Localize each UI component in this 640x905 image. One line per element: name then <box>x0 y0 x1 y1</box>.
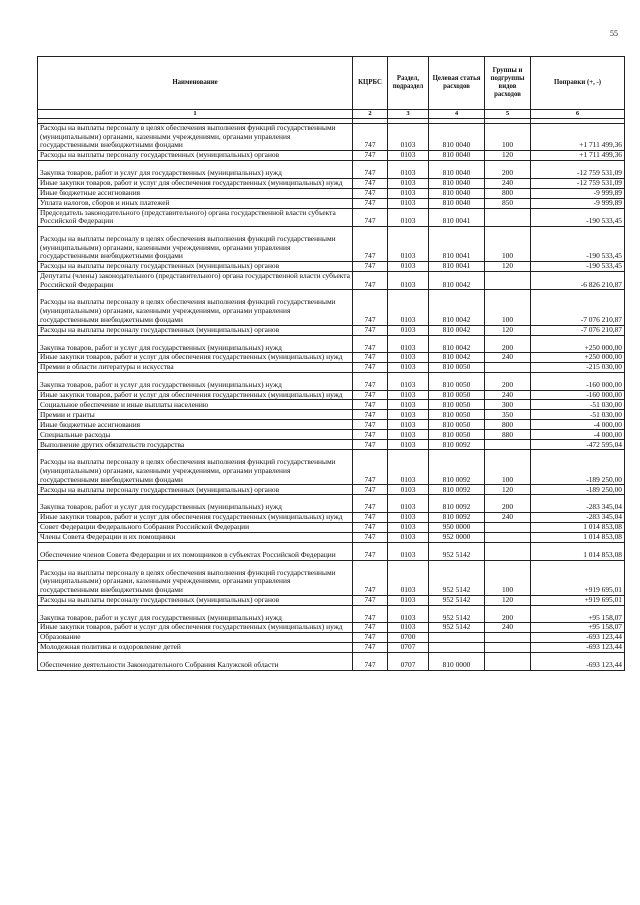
table-row <box>38 325 625 335</box>
row-name: Расходы на выплаты персоналу в целях обеспечения выполнения функций государственными (муниципальными) органами, казенными учреждениями, органами управления государственными внебюджетными фондами <box>38 450 353 485</box>
row-expense-group: 120 <box>485 595 531 605</box>
table-row <box>38 124 625 151</box>
row-target-article: 810 0050 <box>429 410 485 420</box>
page-number: 55 <box>610 29 618 38</box>
row-target-article: 810 0042 <box>429 290 485 325</box>
row-name: Расходы на выплаты персоналу в целях обеспечения выполнения функций государственными (муниципальными) органами, казенными учреждениями, органами управления государственными внебюджетными фондами <box>38 560 353 595</box>
row-name: Расходы на выплаты персоналу государственных (муниципальных) органов <box>38 151 353 161</box>
row-kcrbs: 747 <box>353 560 388 595</box>
row-expense-group <box>485 633 531 643</box>
row-amount: -189 250,00 <box>531 485 625 495</box>
row-razdel: 0103 <box>388 124 429 151</box>
row-kcrbs: 747 <box>353 605 388 623</box>
row-kcrbs: 747 <box>353 633 388 643</box>
row-name: Иные закупки товаров, работ и услуг для обеспечения государственных (муниципальных) нужд <box>38 390 353 400</box>
row-name: Иные бюджетные ассигнования <box>38 188 353 198</box>
row-razdel: 0103 <box>388 151 429 161</box>
budget-table <box>37 56 625 671</box>
row-razdel: 0103 <box>388 450 429 485</box>
row-razdel: 0103 <box>388 440 429 450</box>
column-number: 2 <box>353 110 388 119</box>
row-target-article: 810 0040 <box>429 161 485 179</box>
row-name: Обеспечение деятельности Законодательного Собрания Калужской области <box>38 653 353 671</box>
row-name: Премии в области литературы и искусства <box>38 362 353 372</box>
row-kcrbs: 747 <box>353 325 388 335</box>
row-razdel: 0103 <box>388 272 429 290</box>
row-target-article <box>429 643 485 653</box>
row-amount: -189 250,00 <box>531 450 625 485</box>
row-target-article: 810 0040 <box>429 178 485 188</box>
table-row <box>38 495 625 513</box>
header-amount: Поправки (+, -) <box>531 57 625 110</box>
row-kcrbs: 747 <box>353 124 388 151</box>
row-amount: -9 999,89 <box>531 198 625 208</box>
header-vr: Группы и подгруппы видов расходов <box>485 57 531 110</box>
table-row <box>38 440 625 450</box>
row-target-article: 810 0050 <box>429 400 485 410</box>
row-name: Закупка товаров, работ и услуг для государственных (муниципальных) нужд <box>38 335 353 353</box>
row-kcrbs: 747 <box>353 372 388 390</box>
row-amount: +95 158,07 <box>531 623 625 633</box>
column-number-row <box>38 110 625 119</box>
row-expense-group: 100 <box>485 226 531 261</box>
row-razdel: 0103 <box>388 513 429 523</box>
row-razdel: 0103 <box>388 325 429 335</box>
table-row <box>38 272 625 290</box>
table-row <box>38 450 625 485</box>
row-razdel: 0103 <box>388 532 429 542</box>
row-name: Закупка товаров, работ и услуг для государственных (муниципальных) нужд <box>38 161 353 179</box>
row-amount: -7 076 210,87 <box>531 290 625 325</box>
table-body <box>38 119 625 671</box>
row-expense-group: 100 <box>485 124 531 151</box>
row-target-article: 810 0040 <box>429 151 485 161</box>
row-amount: -7 076 210,87 <box>531 325 625 335</box>
row-name: Социальное обеспечение и иные выплаты населению <box>38 400 353 410</box>
row-target-article: 810 0092 <box>429 495 485 513</box>
row-amount: +95 158,07 <box>531 605 625 623</box>
row-kcrbs: 747 <box>353 623 388 633</box>
row-amount: -12 759 531,09 <box>531 161 625 179</box>
row-name: Иные закупки товаров, работ и услуг для обеспечения государственных (муниципальных) нужд <box>38 178 353 188</box>
table-row <box>38 290 625 325</box>
row-expense-group: 100 <box>485 290 531 325</box>
column-number: 4 <box>429 110 485 119</box>
row-razdel: 0103 <box>388 595 429 605</box>
row-target-article <box>429 633 485 643</box>
table-row <box>38 208 625 226</box>
row-expense-group: 100 <box>485 450 531 485</box>
row-expense-group: 800 <box>485 420 531 430</box>
table-row <box>38 560 625 595</box>
row-name: Иные закупки товаров, работ и услуг для обеспечения государственных (муниципальных) нужд <box>38 513 353 523</box>
row-kcrbs: 747 <box>353 595 388 605</box>
row-amount: -693 123,44 <box>531 643 625 653</box>
row-target-article: 952 5142 <box>429 605 485 623</box>
table-row <box>38 430 625 440</box>
row-expense-group <box>485 440 531 450</box>
row-target-article: 810 0041 <box>429 226 485 261</box>
row-kcrbs: 747 <box>353 353 388 363</box>
row-kcrbs: 747 <box>353 198 388 208</box>
row-target-article: 952 5142 <box>429 560 485 595</box>
row-name: Расходы на выплаты персоналу государственных (муниципальных) органов <box>38 262 353 272</box>
row-kcrbs: 747 <box>353 410 388 420</box>
row-kcrbs: 747 <box>353 420 388 430</box>
row-kcrbs: 747 <box>353 430 388 440</box>
row-target-article: 810 0000 <box>429 653 485 671</box>
row-target-article: 810 0040 <box>429 198 485 208</box>
row-razdel: 0103 <box>388 372 429 390</box>
row-amount: -190 533,45 <box>531 226 625 261</box>
row-expense-group: 100 <box>485 560 531 595</box>
row-name: Закупка товаров, работ и услуг для государственных (муниципальных) нужд <box>38 495 353 513</box>
row-name: Расходы на выплаты персоналу в целях обеспечения выполнения функций государственными (муниципальными) органами, казенными учреждениями, органами управления государственными внебюджетными фондами <box>38 124 353 151</box>
row-target-article: 810 0042 <box>429 272 485 290</box>
row-razdel: 0103 <box>388 410 429 420</box>
row-expense-group: 120 <box>485 151 531 161</box>
row-target-article: 810 0050 <box>429 362 485 372</box>
row-name: Выполнение других обязательств государства <box>38 440 353 450</box>
row-name: Обеспечение членов Совета Федерации и их помощников в субъектах Российской Федерации <box>38 542 353 560</box>
row-amount: -693 123,44 <box>531 653 625 671</box>
row-kcrbs: 747 <box>353 522 388 532</box>
table-row <box>38 353 625 363</box>
row-target-article: 810 0042 <box>429 353 485 363</box>
table-header <box>38 57 625 119</box>
row-amount: -693 123,44 <box>531 633 625 643</box>
column-number: 6 <box>531 110 625 119</box>
row-amount: -283 345,04 <box>531 495 625 513</box>
row-amount: +919 695,01 <box>531 560 625 595</box>
row-target-article: 952 5142 <box>429 595 485 605</box>
row-razdel: 0103 <box>388 353 429 363</box>
row-amount: +250 000,00 <box>531 353 625 363</box>
table-row <box>38 198 625 208</box>
table-row <box>38 623 625 633</box>
row-target-article: 810 0050 <box>429 372 485 390</box>
row-amount: 1 014 853,08 <box>531 542 625 560</box>
row-name: Расходы на выплаты персоналу государственных (муниципальных) органов <box>38 595 353 605</box>
row-razdel: 0700 <box>388 633 429 643</box>
row-expense-group: 800 <box>485 188 531 198</box>
row-kcrbs: 747 <box>353 485 388 495</box>
row-kcrbs: 747 <box>353 513 388 523</box>
table-row <box>38 643 625 653</box>
row-expense-group: 240 <box>485 390 531 400</box>
table-row <box>38 151 625 161</box>
row-kcrbs: 747 <box>353 542 388 560</box>
row-name: Закупка товаров, работ и услуг для государственных (муниципальных) нужд <box>38 372 353 390</box>
row-name: Молодежная политика и оздоровление детей <box>38 643 353 653</box>
row-amount: -51 030,00 <box>531 410 625 420</box>
row-name: Иные закупки товаров, работ и услуг для обеспечения государственных (муниципальных) нужд <box>38 353 353 363</box>
row-target-article: 810 0050 <box>429 420 485 430</box>
row-name: Члены Совета Федерации и их помощники <box>38 532 353 542</box>
row-name: Образование <box>38 633 353 643</box>
row-razdel: 0103 <box>388 623 429 633</box>
row-razdel: 0103 <box>388 161 429 179</box>
table-row <box>38 372 625 390</box>
column-number: 5 <box>485 110 531 119</box>
row-razdel: 0103 <box>388 208 429 226</box>
row-target-article: 810 0040 <box>429 124 485 151</box>
row-target-article: 810 0042 <box>429 335 485 353</box>
row-amount: -190 533,45 <box>531 208 625 226</box>
row-expense-group: 120 <box>485 485 531 495</box>
table-row <box>38 653 625 671</box>
row-kcrbs: 747 <box>353 290 388 325</box>
table-row <box>38 522 625 532</box>
row-expense-group: 300 <box>485 400 531 410</box>
row-expense-group <box>485 643 531 653</box>
table-row <box>38 335 625 353</box>
table-row <box>38 485 625 495</box>
row-kcrbs: 747 <box>353 226 388 261</box>
row-razdel: 0103 <box>388 420 429 430</box>
row-kcrbs: 747 <box>353 362 388 372</box>
row-name: Уплата налогов, сборов и иных платежей <box>38 198 353 208</box>
row-expense-group: 200 <box>485 372 531 390</box>
row-target-article: 810 0092 <box>429 450 485 485</box>
row-expense-group: 880 <box>485 430 531 440</box>
row-kcrbs: 747 <box>353 440 388 450</box>
table-row <box>38 400 625 410</box>
row-name: Расходы на выплаты персоналу государственных (муниципальных) органов <box>38 325 353 335</box>
row-kcrbs: 747 <box>353 495 388 513</box>
row-amount: -4 000,00 <box>531 430 625 440</box>
row-razdel: 0103 <box>388 226 429 261</box>
table-row <box>38 410 625 420</box>
row-kcrbs: 747 <box>353 208 388 226</box>
table-row <box>38 226 625 261</box>
row-razdel: 0103 <box>388 560 429 595</box>
row-expense-group: 850 <box>485 198 531 208</box>
row-expense-group: 120 <box>485 325 531 335</box>
row-name: Специальные расходы <box>38 430 353 440</box>
row-target-article: 950 0000 <box>429 522 485 532</box>
row-target-article: 810 0050 <box>429 430 485 440</box>
row-target-article: 810 0040 <box>429 188 485 198</box>
row-amount: -472 595,04 <box>531 440 625 450</box>
row-kcrbs: 747 <box>353 643 388 653</box>
row-amount: 1 014 853,08 <box>531 522 625 532</box>
row-target-article: 810 0042 <box>429 325 485 335</box>
row-amount: -160 000,00 <box>531 372 625 390</box>
column-number: 3 <box>388 110 429 119</box>
row-name: Председатель законодательного (представительного) органа государственной власти субъекта Российской Федерации <box>38 208 353 226</box>
row-expense-group <box>485 272 531 290</box>
row-expense-group <box>485 208 531 226</box>
row-kcrbs: 747 <box>353 151 388 161</box>
row-razdel: 0103 <box>388 178 429 188</box>
header-name: Наименование <box>38 57 353 110</box>
row-target-article: 810 0092 <box>429 513 485 523</box>
table-row <box>38 595 625 605</box>
row-amount: +919 695,01 <box>531 595 625 605</box>
table-row <box>38 633 625 643</box>
row-amount: +1 711 499,36 <box>531 124 625 151</box>
row-target-article: 952 0000 <box>429 532 485 542</box>
row-kcrbs: 747 <box>353 400 388 410</box>
row-name: Иные закупки товаров, работ и услуг для обеспечения государственных (муниципальных) нужд <box>38 623 353 633</box>
row-razdel: 0103 <box>388 262 429 272</box>
row-kcrbs: 747 <box>353 653 388 671</box>
table-row <box>38 262 625 272</box>
row-amount: -9 999,89 <box>531 188 625 198</box>
row-razdel: 0103 <box>388 495 429 513</box>
row-expense-group: 240 <box>485 353 531 363</box>
row-amount: -160 000,00 <box>531 390 625 400</box>
header-razdel: Раздел, подраздел <box>388 57 429 110</box>
table-row <box>38 362 625 372</box>
row-name: Закупка товаров, работ и услуг для государственных (муниципальных) нужд <box>38 605 353 623</box>
row-expense-group: 240 <box>485 178 531 188</box>
row-razdel: 0103 <box>388 522 429 532</box>
row-kcrbs: 747 <box>353 335 388 353</box>
row-razdel: 0707 <box>388 653 429 671</box>
row-target-article: 810 0092 <box>429 485 485 495</box>
row-expense-group: 200 <box>485 495 531 513</box>
row-amount: -283 345,04 <box>531 513 625 523</box>
row-target-article: 952 5142 <box>429 623 485 633</box>
row-amount: +250 000,00 <box>531 335 625 353</box>
row-expense-group <box>485 532 531 542</box>
row-target-article: 810 0041 <box>429 208 485 226</box>
row-expense-group: 200 <box>485 335 531 353</box>
row-razdel: 0103 <box>388 290 429 325</box>
row-kcrbs: 747 <box>353 262 388 272</box>
row-razdel: 0103 <box>388 485 429 495</box>
row-razdel: 0103 <box>388 362 429 372</box>
row-razdel: 0103 <box>388 605 429 623</box>
header-kcrbs: КЦРБС <box>353 57 388 110</box>
row-kcrbs: 747 <box>353 450 388 485</box>
row-expense-group <box>485 653 531 671</box>
row-kcrbs: 747 <box>353 188 388 198</box>
table-row <box>38 178 625 188</box>
row-kcrbs: 747 <box>353 161 388 179</box>
header-csr: Целевая статья расходов <box>429 57 485 110</box>
row-amount: -12 759 531,09 <box>531 178 625 188</box>
row-name: Депутаты (члены) законодательного (представительного) органа государственной власти субъекта Российской Федерации <box>38 272 353 290</box>
row-razdel: 0103 <box>388 430 429 440</box>
row-name: Премии и гранты <box>38 410 353 420</box>
row-expense-group: 240 <box>485 623 531 633</box>
row-expense-group: 200 <box>485 605 531 623</box>
row-expense-group <box>485 362 531 372</box>
row-target-article: 810 0092 <box>429 440 485 450</box>
row-razdel: 0103 <box>388 198 429 208</box>
row-kcrbs: 747 <box>353 532 388 542</box>
row-target-article: 952 5142 <box>429 542 485 560</box>
row-razdel: 0103 <box>388 188 429 198</box>
table-row <box>38 542 625 560</box>
row-name: Иные бюджетные ассигнования <box>38 420 353 430</box>
row-razdel: 0103 <box>388 400 429 410</box>
row-expense-group <box>485 542 531 560</box>
row-kcrbs: 747 <box>353 390 388 400</box>
row-target-article: 810 0041 <box>429 262 485 272</box>
row-name: Расходы на выплаты персоналу государственных (муниципальных) органов <box>38 485 353 495</box>
table-row <box>38 420 625 430</box>
row-amount: -4 000,00 <box>531 420 625 430</box>
row-razdel: 0707 <box>388 643 429 653</box>
row-expense-group: 200 <box>485 161 531 179</box>
table-row <box>38 605 625 623</box>
row-amount: -6 826 210,87 <box>531 272 625 290</box>
row-amount: 1 014 853,08 <box>531 532 625 542</box>
table-row <box>38 161 625 179</box>
row-amount: -215 030,00 <box>531 362 625 372</box>
column-number: 1 <box>38 110 353 119</box>
row-target-article: 810 0050 <box>429 390 485 400</box>
row-name: Расходы на выплаты персоналу в целях обеспечения выполнения функций государственными (муниципальными) органами, казенными учреждениями, органами управления государственными внебюджетными фондами <box>38 226 353 261</box>
row-kcrbs: 747 <box>353 178 388 188</box>
row-razdel: 0103 <box>388 390 429 400</box>
row-expense-group <box>485 522 531 532</box>
row-kcrbs: 747 <box>353 272 388 290</box>
table-row <box>38 513 625 523</box>
table-row <box>38 188 625 198</box>
table-row <box>38 390 625 400</box>
row-name: Совет Федерации Федерального Собрания Российской Федерации <box>38 522 353 532</box>
row-expense-group: 350 <box>485 410 531 420</box>
table-row <box>38 532 625 542</box>
row-razdel: 0103 <box>388 335 429 353</box>
row-razdel: 0103 <box>388 542 429 560</box>
row-name: Расходы на выплаты персоналу в целях обеспечения выполнения функций государственными (муниципальными) органами, казенными учреждениями, органами управления государственными внебюджетными фондами <box>38 290 353 325</box>
row-amount: -51 030,00 <box>531 400 625 410</box>
row-expense-group: 240 <box>485 513 531 523</box>
row-amount: +1 711 499,36 <box>531 151 625 161</box>
row-expense-group: 120 <box>485 262 531 272</box>
row-amount: -190 533,45 <box>531 262 625 272</box>
